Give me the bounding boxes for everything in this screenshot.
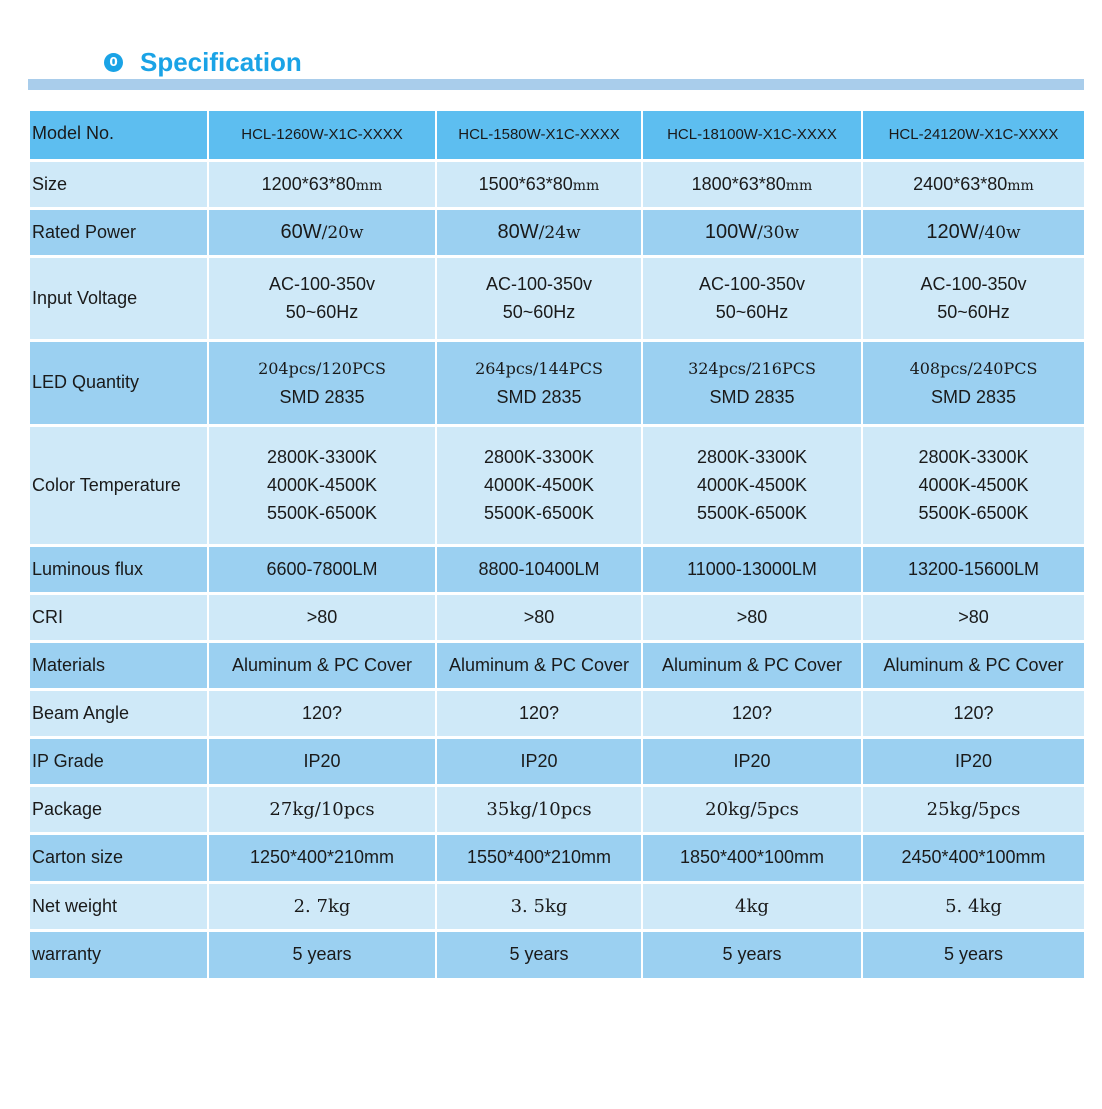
table-cell: 1550*400*210mm <box>436 833 642 882</box>
table-cell: 5 years <box>436 930 642 979</box>
table-cell: HCL-24120W-X1C-XXXX <box>862 111 1084 160</box>
cell-line: AC-100-350v <box>268 274 376 294</box>
table-cell: 120? <box>642 689 862 737</box>
power-alt: /30w <box>757 222 800 243</box>
cell-line: 264pcs/144PCS <box>475 358 603 378</box>
table-cell: 4kg <box>642 882 862 930</box>
table-cell: IP20 <box>642 737 862 785</box>
power-main: 60W <box>280 220 322 243</box>
table-cell <box>862 256 1084 340</box>
row-cri <box>30 593 1084 641</box>
title-divider <box>28 79 1084 90</box>
table-cell <box>208 256 436 340</box>
power-alt: /20w <box>321 222 364 243</box>
size-unit: mm <box>355 177 383 194</box>
table-cell: IP20 <box>208 737 436 785</box>
row-label: Input Voltage <box>30 256 208 340</box>
cell-line: 5500K-6500K <box>918 503 1029 523</box>
size-unit: mm <box>1007 177 1034 194</box>
page-title: Specification <box>140 46 302 77</box>
table-cell <box>642 425 862 545</box>
table-cell: 2. 7kg <box>208 882 436 930</box>
row-net-weight <box>30 882 1084 930</box>
power-main: 80W <box>497 220 539 243</box>
table-cell: 8800-10400LM <box>436 545 642 593</box>
row-power <box>30 208 1084 256</box>
row-label: Beam Angle <box>30 689 208 737</box>
table-cell: 11000-13000LM <box>642 545 862 593</box>
table-cell: 6600-7800LM <box>208 545 436 593</box>
table-cell <box>642 160 862 208</box>
table-cell: >80 <box>862 593 1084 641</box>
row-luminous-flux <box>30 545 1084 593</box>
power-main: 100W <box>704 220 758 243</box>
table-cell <box>208 208 436 256</box>
table-cell: 5 years <box>862 930 1084 979</box>
table-cell <box>862 208 1084 256</box>
size-dims: 1200*63*80 <box>261 173 356 194</box>
row-label: Model No. <box>30 111 208 160</box>
table-cell: >80 <box>642 593 862 641</box>
cell-line: 2800K-3300K <box>483 447 595 467</box>
row-ip-grade <box>30 737 1084 785</box>
table-cell <box>208 340 436 425</box>
table-cell: 35kg/10pcs <box>436 785 642 833</box>
table-cell <box>642 256 862 340</box>
row-color-temperature <box>30 425 1084 545</box>
cell-line: SMD 2835 <box>709 386 795 407</box>
cell-line: 204pcs/120PCS <box>258 358 386 378</box>
row-voltage <box>30 256 1084 340</box>
table-cell: 120? <box>436 689 642 737</box>
power-alt: /40w <box>978 222 1021 243</box>
table-cell: 5. 4kg <box>862 882 1084 930</box>
cell-line: 5500K-6500K <box>483 503 595 523</box>
table-cell <box>642 340 862 425</box>
row-package <box>30 785 1084 833</box>
table-cell: 5 years <box>208 930 436 979</box>
cell-line: 4000K-4500K <box>696 475 808 495</box>
table-cell: Aluminum & PC Cover <box>436 641 642 689</box>
size-unit: mm <box>572 177 600 194</box>
table-cell: 120? <box>862 689 1084 737</box>
table-cell <box>436 256 642 340</box>
cell-line: SMD 2835 <box>279 386 365 407</box>
table-cell <box>436 160 642 208</box>
row-label: Luminous flux <box>30 545 208 593</box>
table-cell: >80 <box>436 593 642 641</box>
table-cell: Aluminum & PC Cover <box>642 641 862 689</box>
cell-line: 5500K-6500K <box>696 503 808 523</box>
row-label: Rated Power <box>30 208 208 256</box>
table-cell: IP20 <box>436 737 642 785</box>
table-cell <box>436 340 642 425</box>
row-model <box>30 111 1084 160</box>
cell-line: 2800K-3300K <box>266 447 378 467</box>
table-cell: 3. 5kg <box>436 882 642 930</box>
table-cell <box>862 160 1084 208</box>
table-cell: >80 <box>208 593 436 641</box>
power-main: 120W <box>926 220 979 243</box>
row-label: Materials <box>30 641 208 689</box>
size-dims: 1500*63*80 <box>478 173 573 194</box>
table-cell <box>208 425 436 545</box>
cell-line: 324pcs/216PCS <box>688 358 816 378</box>
table-cell <box>436 425 642 545</box>
row-label: Color Temperature <box>30 425 208 545</box>
row-label: IP Grade <box>30 737 208 785</box>
table-cell: 1850*400*100mm <box>642 833 862 882</box>
table-cell <box>862 340 1084 425</box>
table-cell: HCL-1580W-X1C-XXXX <box>436 111 642 160</box>
table-cell <box>862 425 1084 545</box>
row-size <box>30 160 1084 208</box>
cell-line: 4000K-4500K <box>918 475 1029 495</box>
cell-line: 4000K-4500K <box>266 475 378 495</box>
row-label: Package <box>30 785 208 833</box>
cell-line: 2800K-3300K <box>696 447 808 467</box>
table-cell <box>436 208 642 256</box>
cell-line: 50~60Hz <box>502 302 576 322</box>
cell-line: 408pcs/240PCS <box>909 358 1038 378</box>
cell-line: AC-100-350v <box>485 274 593 294</box>
table-cell: 2450*400*100mm <box>862 833 1084 882</box>
table-cell: 27kg/10pcs <box>208 785 436 833</box>
table-cell: HCL-1260W-X1C-XXXX <box>208 111 436 160</box>
row-label: Carton size <box>30 833 208 882</box>
circle-number-icon: 0 <box>104 53 123 72</box>
table-cell: 13200-15600LM <box>862 545 1084 593</box>
size-dims: 1800*63*80 <box>691 173 786 194</box>
cell-line: 2800K-3300K <box>918 447 1029 467</box>
row-label: CRI <box>30 593 208 641</box>
row-label: Size <box>30 160 208 208</box>
table-cell: Aluminum & PC Cover <box>862 641 1084 689</box>
row-carton-size <box>30 833 1084 882</box>
table-cell: HCL-18100W-X1C-XXXX <box>642 111 862 160</box>
cell-line: 50~60Hz <box>285 302 359 322</box>
row-warranty <box>30 930 1084 979</box>
table-cell: 120? <box>208 689 436 737</box>
table-cell: 1250*400*210mm <box>208 833 436 882</box>
size-dims: 2400*63*80 <box>913 173 1008 194</box>
table-cell <box>208 160 436 208</box>
power-alt: /24w <box>538 222 581 243</box>
cell-line: 50~60Hz <box>715 302 789 322</box>
table-cell: 25kg/5pcs <box>862 785 1084 833</box>
cell-line: AC-100-350v <box>920 274 1027 294</box>
row-label: Net weight <box>30 882 208 930</box>
cell-line: 50~60Hz <box>937 302 1010 322</box>
row-led-quantity <box>30 340 1084 425</box>
spec-table <box>30 111 1084 981</box>
row-label: LED Quantity <box>30 340 208 425</box>
section-title <box>104 46 302 78</box>
row-label: warranty <box>30 930 208 979</box>
row-materials <box>30 641 1084 689</box>
table-cell: Aluminum & PC Cover <box>208 641 436 689</box>
cell-line: SMD 2835 <box>496 386 582 407</box>
cell-line: SMD 2835 <box>930 386 1017 407</box>
table-cell: 20kg/5pcs <box>642 785 862 833</box>
row-beam-angle <box>30 689 1084 737</box>
cell-line: 5500K-6500K <box>266 503 378 523</box>
cell-line: 4000K-4500K <box>483 475 595 495</box>
cell-line: AC-100-350v <box>698 274 806 294</box>
table-cell: 5 years <box>642 930 862 979</box>
table-cell <box>642 208 862 256</box>
table-cell: IP20 <box>862 737 1084 785</box>
size-unit: mm <box>785 177 813 194</box>
